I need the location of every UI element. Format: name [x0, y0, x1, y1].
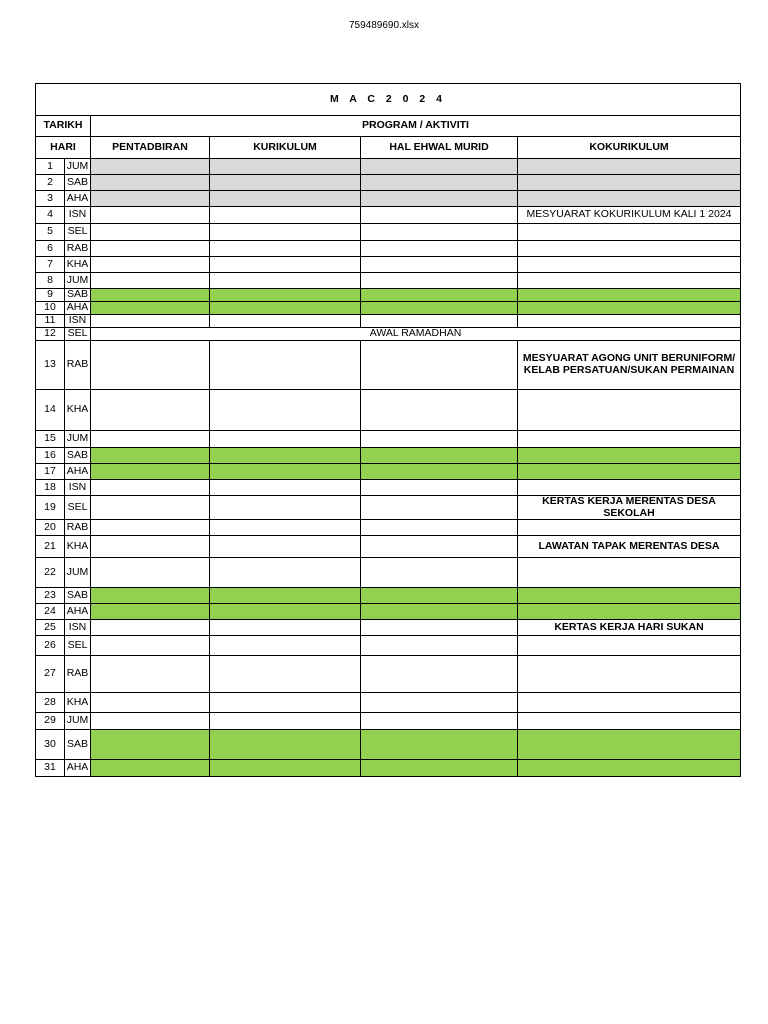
hal-ehwal-murid-cell — [361, 604, 518, 620]
kurikulum-cell — [210, 656, 361, 693]
table-row — [36, 693, 741, 713]
pentadbiran-cell — [91, 713, 210, 730]
kokurikulum-cell — [518, 656, 741, 693]
date-number: 20 — [36, 520, 65, 536]
date-number: 6 — [36, 241, 65, 257]
kurikulum-cell — [210, 257, 361, 273]
kurikulum-cell — [210, 588, 361, 604]
day-name: SEL — [65, 636, 91, 656]
kokurikulum-cell — [518, 693, 741, 713]
kokurikulum-cell — [518, 159, 741, 175]
kokurikulum-cell — [518, 302, 741, 315]
kurikulum-cell — [210, 636, 361, 656]
date-number: 12 — [36, 328, 65, 341]
hal-ehwal-murid-cell — [361, 257, 518, 273]
pentadbiran-cell — [91, 289, 210, 302]
day-name: RAB — [65, 656, 91, 693]
table-row — [36, 620, 741, 636]
table-row — [36, 636, 741, 656]
pentadbiran-cell — [91, 558, 210, 588]
kurikulum-cell — [210, 480, 361, 496]
hal-ehwal-murid-cell — [361, 656, 518, 693]
day-name: SAB — [65, 289, 91, 302]
kokurikulum-cell — [518, 257, 741, 273]
table-row — [36, 390, 741, 431]
day-name: KHA — [65, 390, 91, 431]
kokurikulum-cell — [518, 241, 741, 257]
table-row — [36, 558, 741, 588]
kokurikulum-cell: KERTAS KERJA MERENTAS DESA SEKOLAH — [518, 496, 741, 520]
hal-ehwal-murid-cell — [361, 302, 518, 315]
kokurikulum-cell — [518, 289, 741, 302]
date-number: 8 — [36, 273, 65, 289]
kurikulum-cell — [210, 464, 361, 480]
hal-ehwal-murid-cell — [361, 224, 518, 241]
date-number: 18 — [36, 480, 65, 496]
day-name: SAB — [65, 588, 91, 604]
hal-ehwal-murid-cell — [361, 191, 518, 207]
pentadbiran-cell — [91, 241, 210, 257]
kurikulum-cell — [210, 536, 361, 558]
pentadbiran-cell — [91, 315, 210, 328]
day-name: RAB — [65, 241, 91, 257]
table-row — [36, 175, 741, 191]
kurikulum-cell — [210, 224, 361, 241]
kokurikulum-cell — [518, 273, 741, 289]
day-name: AHA — [65, 302, 91, 315]
kurikulum-cell — [210, 760, 361, 777]
table-row — [36, 520, 741, 536]
hal-ehwal-murid-cell — [361, 620, 518, 636]
pentadbiran-cell — [91, 496, 210, 520]
day-name: SEL — [65, 496, 91, 520]
hal-ehwal-murid-cell — [361, 588, 518, 604]
day-name: AHA — [65, 464, 91, 480]
hal-ehwal-murid-cell — [361, 207, 518, 224]
pentadbiran-cell — [91, 520, 210, 536]
day-name: SEL — [65, 328, 91, 341]
date-number: 29 — [36, 713, 65, 730]
kurikulum-cell — [210, 496, 361, 520]
kokurikulum-cell — [518, 604, 741, 620]
kurikulum-cell — [210, 693, 361, 713]
hal-ehwal-murid-cell — [361, 713, 518, 730]
day-rows — [36, 159, 741, 777]
kokurikulum-cell — [518, 464, 741, 480]
hal-ehwal-murid-cell — [361, 636, 518, 656]
kurikulum-cell — [210, 604, 361, 620]
kokurikulum-cell — [518, 588, 741, 604]
day-name: SEL — [65, 224, 91, 241]
table-row — [36, 341, 741, 390]
day-name: ISN — [65, 207, 91, 224]
kurikulum-cell — [210, 558, 361, 588]
hal-ehwal-murid-cell — [361, 175, 518, 191]
date-number: 1 — [36, 159, 65, 175]
date-number: 25 — [36, 620, 65, 636]
table-row — [36, 760, 741, 777]
date-number: 5 — [36, 224, 65, 241]
day-name: ISN — [65, 480, 91, 496]
pentadbiran-cell — [91, 207, 210, 224]
table-row — [36, 656, 741, 693]
table-row — [36, 328, 741, 341]
kokurikulum-cell: LAWATAN TAPAK MERENTAS DESA — [518, 536, 741, 558]
hal-ehwal-murid-cell — [361, 520, 518, 536]
calendar-table — [35, 83, 741, 777]
hal-ehwal-murid-cell — [361, 693, 518, 713]
day-name: SAB — [65, 448, 91, 464]
kokurikulum-cell — [518, 175, 741, 191]
kurikulum-cell — [210, 175, 361, 191]
date-number: 16 — [36, 448, 65, 464]
kurikulum-cell — [210, 159, 361, 175]
kokurikulum-cell: MESYUARAT KOKURIKULUM KALI 1 2024 — [518, 207, 741, 224]
kurikulum-cell — [210, 713, 361, 730]
kurikulum-cell — [210, 289, 361, 302]
hal-ehwal-murid-cell — [361, 480, 518, 496]
table-row — [36, 289, 741, 302]
header-kokurikulum: KOKURIKULUM — [518, 137, 741, 159]
kokurikulum-cell — [518, 730, 741, 760]
table-row — [36, 480, 741, 496]
hal-ehwal-murid-cell — [361, 496, 518, 520]
kurikulum-cell — [210, 620, 361, 636]
day-name: AHA — [65, 604, 91, 620]
kurikulum-cell — [210, 431, 361, 448]
kokurikulum-cell — [518, 480, 741, 496]
table-row — [36, 604, 741, 620]
pentadbiran-cell — [91, 390, 210, 431]
pentadbiran-cell — [91, 431, 210, 448]
hal-ehwal-murid-cell — [361, 315, 518, 328]
header-pentadbiran: PENTADBIRAN — [91, 137, 210, 159]
table-row — [36, 713, 741, 730]
date-number: 17 — [36, 464, 65, 480]
pentadbiran-cell — [91, 604, 210, 620]
kokurikulum-cell — [518, 315, 741, 328]
kokurikulum-cell — [518, 636, 741, 656]
pentadbiran-cell — [91, 620, 210, 636]
hal-ehwal-murid-cell — [361, 390, 518, 431]
pentadbiran-cell — [91, 636, 210, 656]
date-number: 3 — [36, 191, 65, 207]
day-name: AHA — [65, 760, 91, 777]
table-row — [36, 448, 741, 464]
hal-ehwal-murid-cell — [361, 558, 518, 588]
table-row — [36, 207, 741, 224]
table-row — [36, 588, 741, 604]
kurikulum-cell — [210, 315, 361, 328]
hal-ehwal-murid-cell — [361, 431, 518, 448]
table-row — [36, 431, 741, 448]
table-row — [36, 241, 741, 257]
kokurikulum-cell — [518, 191, 741, 207]
table-row — [36, 730, 741, 760]
table-row — [36, 315, 741, 328]
pentadbiran-cell — [91, 730, 210, 760]
table-row — [36, 257, 741, 273]
pentadbiran-cell — [91, 273, 210, 289]
date-number: 30 — [36, 730, 65, 760]
day-name: JUM — [65, 713, 91, 730]
table-row — [36, 302, 741, 315]
sheet-title: M A C 2 0 2 4 — [36, 84, 741, 116]
day-name: ISN — [65, 315, 91, 328]
day-name: AHA — [65, 191, 91, 207]
day-name: KHA — [65, 693, 91, 713]
day-name: SAB — [65, 730, 91, 760]
kokurikulum-cell — [518, 224, 741, 241]
kurikulum-cell — [210, 302, 361, 315]
pentadbiran-cell — [91, 760, 210, 777]
date-number: 31 — [36, 760, 65, 777]
pentadbiran-cell — [91, 588, 210, 604]
date-number: 14 — [36, 390, 65, 431]
day-name: RAB — [65, 520, 91, 536]
date-number: 26 — [36, 636, 65, 656]
day-name: ISN — [65, 620, 91, 636]
date-number: 11 — [36, 315, 65, 328]
pentadbiran-cell — [91, 341, 210, 390]
table-row — [36, 273, 741, 289]
hal-ehwal-murid-cell — [361, 273, 518, 289]
pentadbiran-cell — [91, 480, 210, 496]
header-hari: HARI — [36, 137, 91, 159]
day-name: KHA — [65, 257, 91, 273]
pentadbiran-cell — [91, 191, 210, 207]
table-row — [36, 224, 741, 241]
kurikulum-cell — [210, 341, 361, 390]
date-number: 9 — [36, 289, 65, 302]
date-number: 15 — [36, 431, 65, 448]
date-number: 21 — [36, 536, 65, 558]
hal-ehwal-murid-cell — [361, 464, 518, 480]
hal-ehwal-murid-cell — [361, 159, 518, 175]
header-program: PROGRAM / AKTIVITI — [91, 116, 741, 137]
date-number: 24 — [36, 604, 65, 620]
kurikulum-cell — [210, 273, 361, 289]
kurikulum-cell — [210, 730, 361, 760]
header-kurikulum: KURIKULUM — [210, 137, 361, 159]
kokurikulum-cell: KERTAS KERJA HARI SUKAN — [518, 620, 741, 636]
date-number: 23 — [36, 588, 65, 604]
day-name: JUM — [65, 431, 91, 448]
day-name: KHA — [65, 536, 91, 558]
kokurikulum-cell — [518, 760, 741, 777]
date-number: 7 — [36, 257, 65, 273]
date-number: 10 — [36, 302, 65, 315]
pentadbiran-cell — [91, 536, 210, 558]
date-number: 19 — [36, 496, 65, 520]
kurikulum-cell — [210, 191, 361, 207]
pentadbiran-cell — [91, 257, 210, 273]
table-row — [36, 536, 741, 558]
day-name: JUM — [65, 558, 91, 588]
date-number: 28 — [36, 693, 65, 713]
table-row — [36, 464, 741, 480]
day-name: SAB — [65, 175, 91, 191]
date-number: 22 — [36, 558, 65, 588]
kokurikulum-cell — [518, 558, 741, 588]
date-number: 4 — [36, 207, 65, 224]
pentadbiran-cell — [91, 302, 210, 315]
table-row — [36, 159, 741, 175]
file-name: 759489690.xlsx — [348, 20, 420, 31]
hal-ehwal-murid-cell — [361, 241, 518, 257]
pentadbiran-cell — [91, 159, 210, 175]
kokurikulum-cell — [518, 520, 741, 536]
table-row — [36, 496, 741, 520]
hal-ehwal-murid-cell — [361, 760, 518, 777]
kurikulum-cell — [210, 390, 361, 431]
kokurikulum-cell — [518, 390, 741, 431]
kurikulum-cell — [210, 448, 361, 464]
pentadbiran-cell — [91, 224, 210, 241]
pentadbiran-cell — [91, 175, 210, 191]
kurikulum-cell — [210, 207, 361, 224]
kurikulum-cell — [210, 241, 361, 257]
hal-ehwal-murid-cell — [361, 536, 518, 558]
day-name: JUM — [65, 159, 91, 175]
date-number: 2 — [36, 175, 65, 191]
event-span: AWAL RAMADHAN — [91, 328, 741, 341]
pentadbiran-cell — [91, 448, 210, 464]
table-row — [36, 191, 741, 207]
kokurikulum-cell — [518, 713, 741, 730]
pentadbiran-cell — [91, 464, 210, 480]
day-name: RAB — [65, 341, 91, 390]
date-number: 13 — [36, 341, 65, 390]
kurikulum-cell — [210, 520, 361, 536]
hal-ehwal-murid-cell — [361, 289, 518, 302]
hal-ehwal-murid-cell — [361, 730, 518, 760]
pentadbiran-cell — [91, 656, 210, 693]
header-hal-ehwal-murid: HAL EHWAL MURID — [361, 137, 518, 159]
date-number: 27 — [36, 656, 65, 693]
kokurikulum-cell — [518, 431, 741, 448]
pentadbiran-cell — [91, 693, 210, 713]
hal-ehwal-murid-cell — [361, 341, 518, 390]
hal-ehwal-murid-cell — [361, 448, 518, 464]
kokurikulum-cell: MESYUARAT AGONG UNIT BERUNIFORM/ KELAB PERSATUAN/SUKAN PERMAINAN — [518, 341, 741, 390]
day-name: JUM — [65, 273, 91, 289]
kokurikulum-cell — [518, 448, 741, 464]
header-tarikh: TARIKH — [36, 116, 91, 137]
